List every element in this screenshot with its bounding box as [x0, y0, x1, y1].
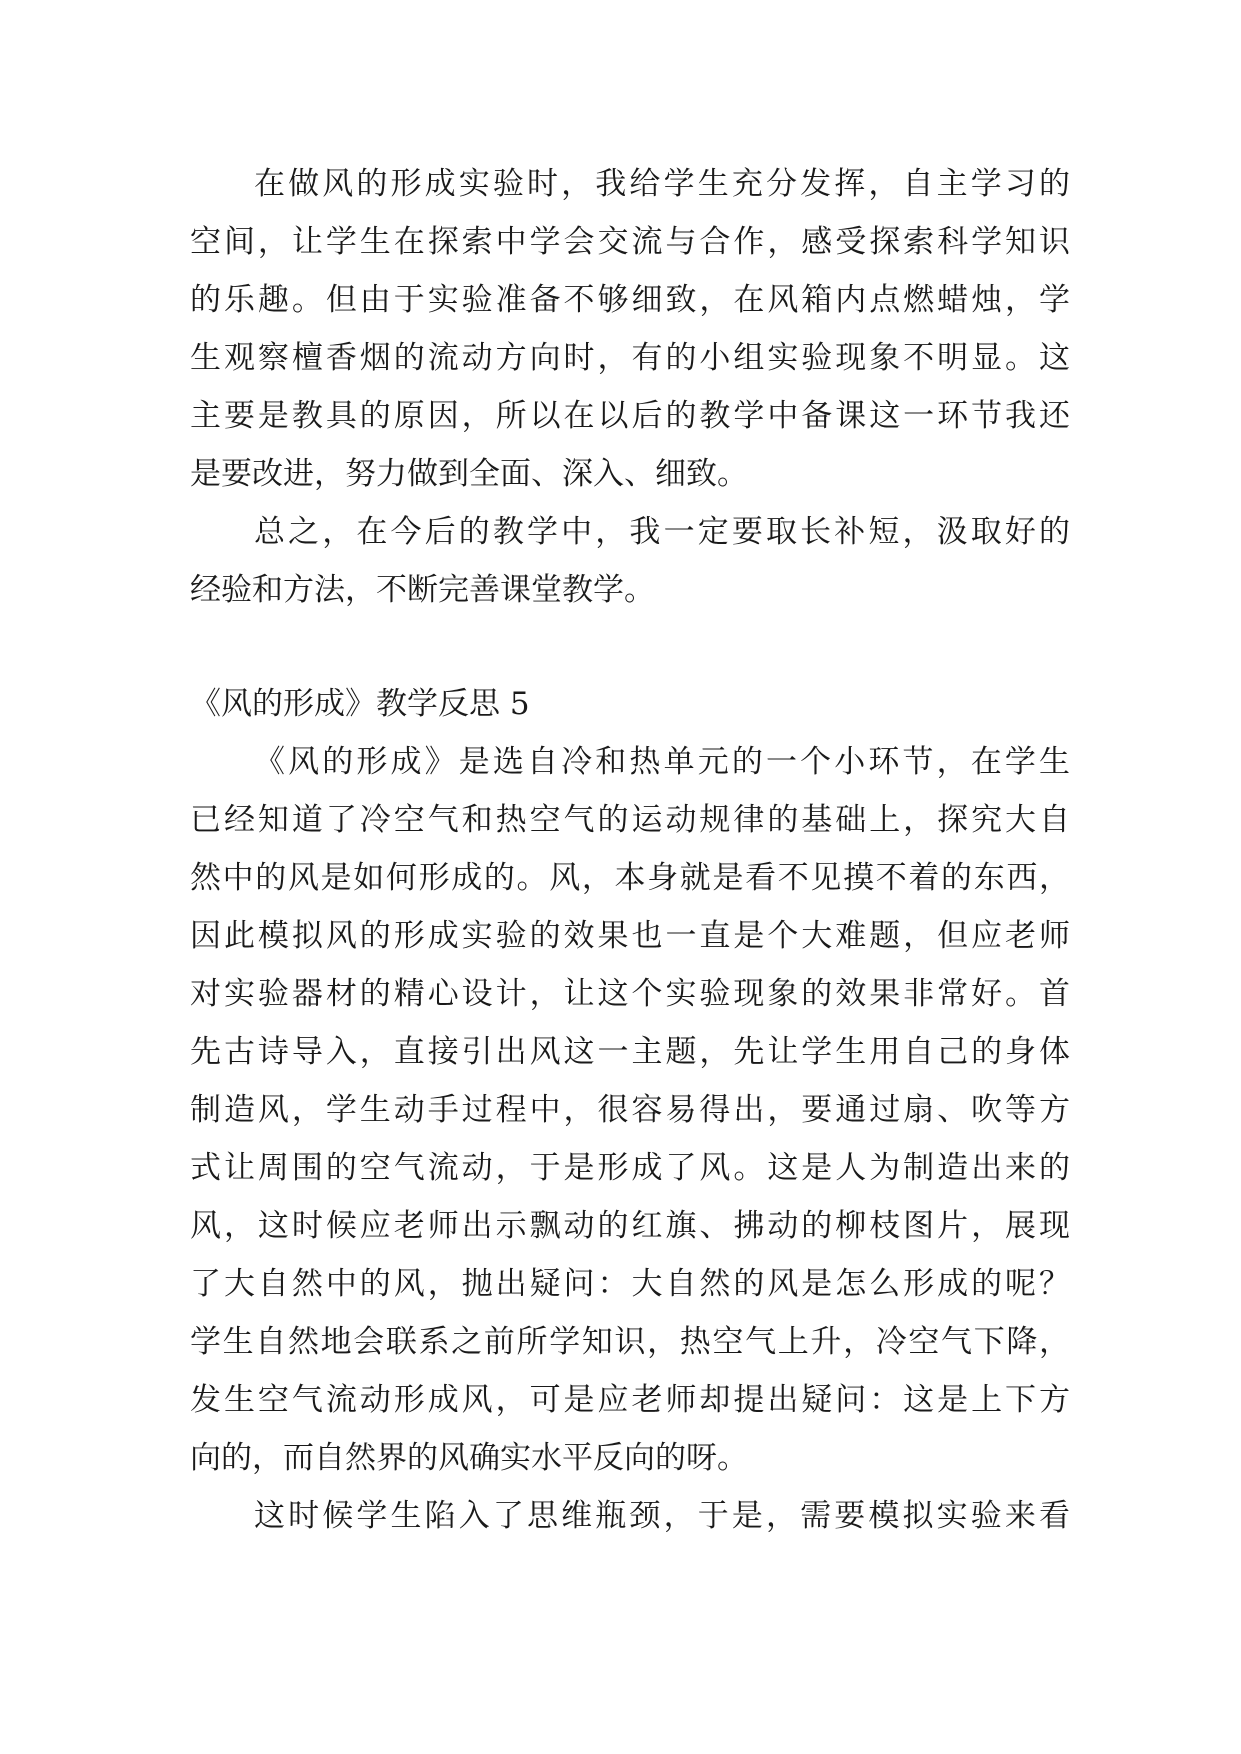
- paragraph-line: 是要改进，努力做到全面、深入、细致。: [190, 456, 748, 492]
- paragraph-line: 先古诗导入，直接引出风这一主题，先让学生用自己的身体: [190, 1034, 1070, 1070]
- paragraph-line: 学生自然地会联系之前所学知识，热空气上升，冷空气下降，: [190, 1324, 1070, 1360]
- paragraph-line: 空间，让学生在探索中学会交流与合作，感受探索科学知识: [190, 224, 1070, 260]
- paragraph-line: 向的，而自然界的风确实水平反向的呀。: [190, 1440, 748, 1476]
- paragraph-line: 然中的风是如何形成的。风，本身就是看不见摸不着的东西，: [190, 860, 1070, 896]
- paragraph-line: 生观察檀香烟的流动方向时，有的小组实验现象不明显。这: [190, 340, 1070, 376]
- paragraph-line: 的乐趣。但由于实验准备不够细致，在风箱内点燃蜡烛，学: [190, 282, 1070, 318]
- paragraph-line: 总之，在今后的教学中，我一定要取长补短，汲取好的: [254, 514, 1070, 550]
- paragraph-line: 风，这时候应老师出示飘动的红旗、拂动的柳枝图片，展现: [190, 1208, 1070, 1244]
- section-heading: 《风的形成》教学反思 5: [190, 686, 530, 722]
- paragraph-line: 在做风的形成实验时，我给学生充分发挥，自主学习的: [254, 166, 1070, 202]
- paragraph-line: 了大自然中的风，抛出疑问：大自然的风是怎么形成的呢？: [190, 1266, 1070, 1302]
- paragraph-line: 制造风，学生动手过程中，很容易得出，要通过扇、吹等方: [190, 1092, 1070, 1128]
- paragraph-line: 对实验器材的精心设计，让这个实验现象的效果非常好。首: [190, 976, 1070, 1012]
- paragraph-line: 因此模拟风的形成实验的效果也一直是个大难题，但应老师: [190, 918, 1070, 954]
- paragraph-line: 发生空气流动形成风，可是应老师却提出疑问：这是上下方: [190, 1382, 1070, 1418]
- paragraph-line: 已经知道了冷空气和热空气的运动规律的基础上，探究大自: [190, 802, 1070, 838]
- paragraph-line: 《风的形成》是选自冷和热单元的一个小环节，在学生: [254, 744, 1070, 780]
- paragraph-line: 主要是教具的原因，所以在以后的教学中备课这一环节我还: [190, 398, 1070, 434]
- paragraph-line: 经验和方法，不断完善课堂教学。: [190, 572, 655, 608]
- paragraph-line: 这时候学生陷入了思维瓶颈，于是，需要模拟实验来看: [254, 1498, 1070, 1534]
- paragraph-line: 式让周围的空气流动，于是形成了风。这是人为制造出来的: [190, 1150, 1070, 1186]
